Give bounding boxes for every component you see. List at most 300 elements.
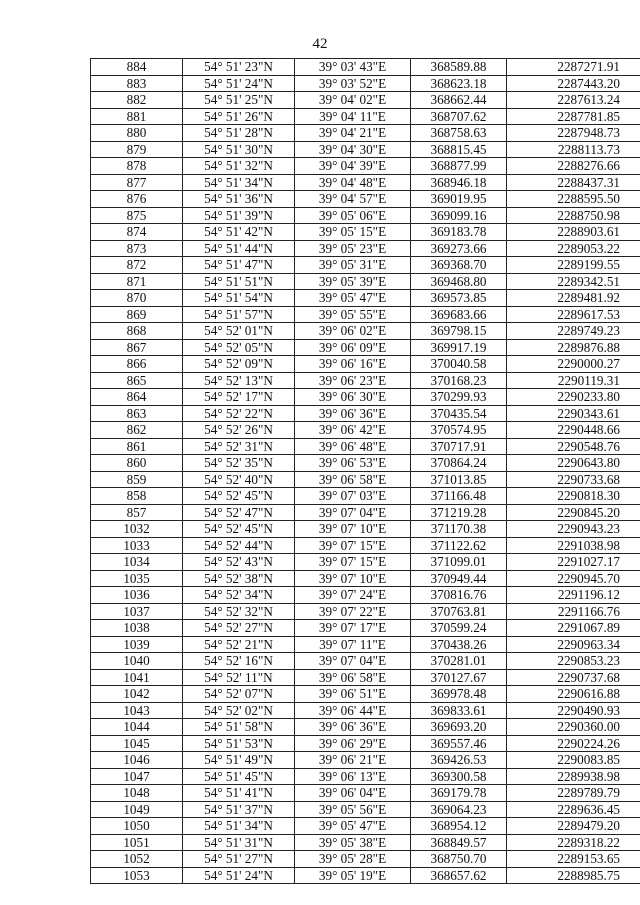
point-number-cell: 879 [91, 141, 183, 158]
y-coordinate-cell: 2287271.91 [507, 59, 640, 76]
point-number-cell: 1045 [91, 735, 183, 752]
x-coordinate-cell: 369099.16 [411, 207, 507, 224]
point-number-cell: 874 [91, 224, 183, 241]
longitude-cell: 39° 05' 55"E [295, 306, 411, 323]
latitude-cell: 54° 51' 51"N [183, 273, 295, 290]
x-coordinate-cell: 368707.62 [411, 108, 507, 125]
coordinates-table [90, 58, 640, 884]
x-coordinate-cell: 369557.46 [411, 735, 507, 752]
y-coordinate-cell: 2289876.88 [507, 339, 640, 356]
point-number-cell: 1041 [91, 669, 183, 686]
y-coordinate-cell: 2289481.92 [507, 290, 640, 307]
longitude-cell: 39° 07' 10"E [295, 521, 411, 538]
longitude-cell: 39° 06' 36"E [295, 405, 411, 422]
latitude-cell: 54° 52' 21"N [183, 636, 295, 653]
longitude-cell: 39° 06' 44"E [295, 702, 411, 719]
latitude-cell: 54° 52' 17"N [183, 389, 295, 406]
longitude-cell: 39° 05' 39"E [295, 273, 411, 290]
y-coordinate-cell: 2290616.88 [507, 686, 640, 703]
table-row [91, 273, 640, 290]
longitude-cell: 39° 04' 39"E [295, 158, 411, 175]
longitude-cell: 39° 06' 21"E [295, 752, 411, 769]
x-coordinate-cell: 368623.18 [411, 75, 507, 92]
x-coordinate-cell: 368877.99 [411, 158, 507, 175]
table-row [91, 290, 640, 307]
latitude-cell: 54° 52' 22"N [183, 405, 295, 422]
y-coordinate-cell: 2289938.98 [507, 768, 640, 785]
latitude-cell: 54° 51' 30"N [183, 141, 295, 158]
point-number-cell: 867 [91, 339, 183, 356]
point-number-cell: 860 [91, 455, 183, 472]
point-number-cell: 880 [91, 125, 183, 142]
table-row [91, 455, 640, 472]
table-row [91, 735, 640, 752]
longitude-cell: 39° 04' 48"E [295, 174, 411, 191]
latitude-cell: 54° 51' 28"N [183, 125, 295, 142]
point-number-cell: 868 [91, 323, 183, 340]
y-coordinate-cell: 2290360.00 [507, 719, 640, 736]
point-number-cell: 858 [91, 488, 183, 505]
table-row [91, 653, 640, 670]
point-number-cell: 1050 [91, 818, 183, 835]
table-row [91, 504, 640, 521]
table-row [91, 768, 640, 785]
latitude-cell: 54° 51' 47"N [183, 257, 295, 274]
point-number-cell: 869 [91, 306, 183, 323]
latitude-cell: 54° 52' 26"N [183, 422, 295, 439]
x-coordinate-cell: 371170.38 [411, 521, 507, 538]
x-coordinate-cell: 369368.70 [411, 257, 507, 274]
table-row [91, 405, 640, 422]
x-coordinate-cell: 368849.57 [411, 834, 507, 851]
table-row [91, 603, 640, 620]
point-number-cell: 1042 [91, 686, 183, 703]
y-coordinate-cell: 2291166.76 [507, 603, 640, 620]
table-row [91, 191, 640, 208]
x-coordinate-cell: 369693.20 [411, 719, 507, 736]
x-coordinate-cell: 368750.70 [411, 851, 507, 868]
x-coordinate-cell: 368946.18 [411, 174, 507, 191]
table-row [91, 323, 640, 340]
x-coordinate-cell: 369833.61 [411, 702, 507, 719]
table-row [91, 867, 640, 884]
point-number-cell: 884 [91, 59, 183, 76]
latitude-cell: 54° 51' 54"N [183, 290, 295, 307]
point-number-cell: 864 [91, 389, 183, 406]
x-coordinate-cell: 369468.80 [411, 273, 507, 290]
table-row [91, 554, 640, 571]
longitude-cell: 39° 07' 15"E [295, 537, 411, 554]
longitude-cell: 39° 06' 51"E [295, 686, 411, 703]
x-coordinate-cell: 370281.01 [411, 653, 507, 670]
x-coordinate-cell: 370574.95 [411, 422, 507, 439]
x-coordinate-cell: 369019.95 [411, 191, 507, 208]
table-row [91, 834, 640, 851]
y-coordinate-cell: 2290963.34 [507, 636, 640, 653]
latitude-cell: 54° 51' 26"N [183, 108, 295, 125]
x-coordinate-cell: 370127.67 [411, 669, 507, 686]
x-coordinate-cell: 370168.23 [411, 372, 507, 389]
y-coordinate-cell: 2290224.26 [507, 735, 640, 752]
table-row [91, 801, 640, 818]
point-number-cell: 1052 [91, 851, 183, 868]
x-coordinate-cell: 371122.62 [411, 537, 507, 554]
y-coordinate-cell: 2288113.73 [507, 141, 640, 158]
longitude-cell: 39° 06' 16"E [295, 356, 411, 373]
latitude-cell: 54° 52' 07"N [183, 686, 295, 703]
latitude-cell: 54° 51' 24"N [183, 867, 295, 884]
latitude-cell: 54° 51' 27"N [183, 851, 295, 868]
x-coordinate-cell: 370864.24 [411, 455, 507, 472]
latitude-cell: 54° 52' 43"N [183, 554, 295, 571]
longitude-cell: 39° 07' 03"E [295, 488, 411, 505]
y-coordinate-cell: 2289636.45 [507, 801, 640, 818]
longitude-cell: 39° 05' 15"E [295, 224, 411, 241]
y-coordinate-cell: 2289153.65 [507, 851, 640, 868]
x-coordinate-cell: 370949.44 [411, 570, 507, 587]
y-coordinate-cell: 2289749.23 [507, 323, 640, 340]
table-row [91, 851, 640, 868]
latitude-cell: 54° 52' 11"N [183, 669, 295, 686]
longitude-cell: 39° 05' 28"E [295, 851, 411, 868]
latitude-cell: 54° 52' 38"N [183, 570, 295, 587]
point-number-cell: 878 [91, 158, 183, 175]
latitude-cell: 54° 52' 34"N [183, 587, 295, 604]
y-coordinate-cell: 2290119.31 [507, 372, 640, 389]
y-coordinate-cell: 2290643.80 [507, 455, 640, 472]
point-number-cell: 1038 [91, 620, 183, 637]
table-row [91, 785, 640, 802]
longitude-cell: 39° 07' 17"E [295, 620, 411, 637]
latitude-cell: 54° 51' 32"N [183, 158, 295, 175]
latitude-cell: 54° 51' 49"N [183, 752, 295, 769]
y-coordinate-cell: 2289789.79 [507, 785, 640, 802]
point-number-cell: 1046 [91, 752, 183, 769]
table-row [91, 719, 640, 736]
longitude-cell: 39° 07' 22"E [295, 603, 411, 620]
point-number-cell: 865 [91, 372, 183, 389]
latitude-cell: 54° 52' 40"N [183, 471, 295, 488]
x-coordinate-cell: 368657.62 [411, 867, 507, 884]
longitude-cell: 39° 03' 43"E [295, 59, 411, 76]
y-coordinate-cell: 2290945.70 [507, 570, 640, 587]
point-number-cell: 1047 [91, 768, 183, 785]
longitude-cell: 39° 04' 57"E [295, 191, 411, 208]
point-number-cell: 1049 [91, 801, 183, 818]
point-number-cell: 861 [91, 438, 183, 455]
x-coordinate-cell: 369179.78 [411, 785, 507, 802]
y-coordinate-cell: 2288750.98 [507, 207, 640, 224]
page-number: 42 [312, 36, 328, 52]
table-row [91, 207, 640, 224]
y-coordinate-cell: 2290083.85 [507, 752, 640, 769]
table-row [91, 339, 640, 356]
table-row [91, 356, 640, 373]
y-coordinate-cell: 2290943.23 [507, 521, 640, 538]
point-number-cell: 871 [91, 273, 183, 290]
table-row [91, 570, 640, 587]
longitude-cell: 39° 06' 58"E [295, 471, 411, 488]
latitude-cell: 54° 51' 36"N [183, 191, 295, 208]
point-number-cell: 875 [91, 207, 183, 224]
table-row [91, 174, 640, 191]
latitude-cell: 54° 52' 05"N [183, 339, 295, 356]
x-coordinate-cell: 368662.44 [411, 92, 507, 109]
table-row [91, 257, 640, 274]
table-row [91, 141, 640, 158]
point-number-cell: 866 [91, 356, 183, 373]
longitude-cell: 39° 06' 58"E [295, 669, 411, 686]
table-row [91, 125, 640, 142]
point-number-cell: 1043 [91, 702, 183, 719]
latitude-cell: 54° 51' 24"N [183, 75, 295, 92]
table-row [91, 422, 640, 439]
table-row [91, 389, 640, 406]
table-row [91, 587, 640, 604]
y-coordinate-cell: 2289199.55 [507, 257, 640, 274]
y-coordinate-cell: 2290733.68 [507, 471, 640, 488]
y-coordinate-cell: 2288985.75 [507, 867, 640, 884]
x-coordinate-cell: 368758.63 [411, 125, 507, 142]
longitude-cell: 39° 04' 21"E [295, 125, 411, 142]
y-coordinate-cell: 2288276.66 [507, 158, 640, 175]
point-number-cell: 1034 [91, 554, 183, 571]
y-coordinate-cell: 2289342.51 [507, 273, 640, 290]
table-row [91, 521, 640, 538]
longitude-cell: 39° 04' 11"E [295, 108, 411, 125]
x-coordinate-cell: 371219.28 [411, 504, 507, 521]
y-coordinate-cell: 2288903.61 [507, 224, 640, 241]
latitude-cell: 54° 51' 44"N [183, 240, 295, 257]
x-coordinate-cell: 369300.58 [411, 768, 507, 785]
latitude-cell: 54° 51' 25"N [183, 92, 295, 109]
table-row [91, 818, 640, 835]
point-number-cell: 870 [91, 290, 183, 307]
x-coordinate-cell: 369064.23 [411, 801, 507, 818]
x-coordinate-cell: 369978.48 [411, 686, 507, 703]
latitude-cell: 54° 52' 09"N [183, 356, 295, 373]
longitude-cell: 39° 07' 11"E [295, 636, 411, 653]
x-coordinate-cell: 371013.85 [411, 471, 507, 488]
longitude-cell: 39° 05' 38"E [295, 834, 411, 851]
longitude-cell: 39° 05' 31"E [295, 257, 411, 274]
longitude-cell: 39° 06' 42"E [295, 422, 411, 439]
x-coordinate-cell: 370717.91 [411, 438, 507, 455]
longitude-cell: 39° 05' 47"E [295, 818, 411, 835]
longitude-cell: 39° 05' 19"E [295, 867, 411, 884]
y-coordinate-cell: 2290548.76 [507, 438, 640, 455]
table-row [91, 372, 640, 389]
point-number-cell: 881 [91, 108, 183, 125]
point-number-cell: 1048 [91, 785, 183, 802]
point-number-cell: 882 [91, 92, 183, 109]
table-row [91, 240, 640, 257]
x-coordinate-cell: 371099.01 [411, 554, 507, 571]
x-coordinate-cell: 369426.53 [411, 752, 507, 769]
table-row [91, 158, 640, 175]
y-coordinate-cell: 2289617.53 [507, 306, 640, 323]
latitude-cell: 54° 52' 45"N [183, 488, 295, 505]
x-coordinate-cell: 368954.12 [411, 818, 507, 835]
y-coordinate-cell: 2287613.24 [507, 92, 640, 109]
x-coordinate-cell: 370816.76 [411, 587, 507, 604]
y-coordinate-cell: 2287781.85 [507, 108, 640, 125]
table-row [91, 669, 640, 686]
y-coordinate-cell: 2288595.50 [507, 191, 640, 208]
y-coordinate-cell: 2290448.66 [507, 422, 640, 439]
point-number-cell: 883 [91, 75, 183, 92]
y-coordinate-cell: 2291196.12 [507, 587, 640, 604]
x-coordinate-cell: 371166.48 [411, 488, 507, 505]
longitude-cell: 39° 06' 13"E [295, 768, 411, 785]
y-coordinate-cell: 2288437.31 [507, 174, 640, 191]
longitude-cell: 39° 06' 29"E [295, 735, 411, 752]
point-number-cell: 1051 [91, 834, 183, 851]
point-number-cell: 873 [91, 240, 183, 257]
x-coordinate-cell: 369798.15 [411, 323, 507, 340]
x-coordinate-cell: 370435.54 [411, 405, 507, 422]
table-row [91, 686, 640, 703]
table-row [91, 537, 640, 554]
x-coordinate-cell: 368815.45 [411, 141, 507, 158]
point-number-cell: 1033 [91, 537, 183, 554]
latitude-cell: 54° 51' 42"N [183, 224, 295, 241]
longitude-cell: 39° 06' 36"E [295, 719, 411, 736]
table-row [91, 59, 640, 76]
point-number-cell: 872 [91, 257, 183, 274]
longitude-cell: 39° 06' 48"E [295, 438, 411, 455]
longitude-cell: 39° 07' 10"E [295, 570, 411, 587]
longitude-cell: 39° 07' 04"E [295, 504, 411, 521]
latitude-cell: 54° 52' 27"N [183, 620, 295, 637]
table-row [91, 752, 640, 769]
latitude-cell: 54° 52' 31"N [183, 438, 295, 455]
longitude-cell: 39° 06' 04"E [295, 785, 411, 802]
point-number-cell: 876 [91, 191, 183, 208]
longitude-cell: 39° 03' 52"E [295, 75, 411, 92]
latitude-cell: 54° 51' 53"N [183, 735, 295, 752]
table-row [91, 224, 640, 241]
longitude-cell: 39° 05' 06"E [295, 207, 411, 224]
table-row [91, 75, 640, 92]
latitude-cell: 54° 51' 23"N [183, 59, 295, 76]
point-number-cell: 857 [91, 504, 183, 521]
latitude-cell: 54° 52' 47"N [183, 504, 295, 521]
point-number-cell: 1036 [91, 587, 183, 604]
table-row [91, 702, 640, 719]
table-row [91, 438, 640, 455]
x-coordinate-cell: 370438.26 [411, 636, 507, 653]
latitude-cell: 54° 51' 41"N [183, 785, 295, 802]
latitude-cell: 54° 51' 34"N [183, 174, 295, 191]
point-number-cell: 859 [91, 471, 183, 488]
latitude-cell: 54° 52' 13"N [183, 372, 295, 389]
table-row [91, 92, 640, 109]
longitude-cell: 39° 07' 15"E [295, 554, 411, 571]
latitude-cell: 54° 51' 39"N [183, 207, 295, 224]
table-row [91, 306, 640, 323]
point-number-cell: 1040 [91, 653, 183, 670]
table-row [91, 471, 640, 488]
y-coordinate-cell: 2290490.93 [507, 702, 640, 719]
longitude-cell: 39° 06' 23"E [295, 372, 411, 389]
x-coordinate-cell: 369573.85 [411, 290, 507, 307]
point-number-cell: 1032 [91, 521, 183, 538]
latitude-cell: 54° 51' 45"N [183, 768, 295, 785]
latitude-cell: 54° 51' 34"N [183, 818, 295, 835]
table-body [91, 59, 640, 884]
table-row [91, 108, 640, 125]
y-coordinate-cell: 2290845.20 [507, 504, 640, 521]
x-coordinate-cell: 369683.66 [411, 306, 507, 323]
latitude-cell: 54° 52' 35"N [183, 455, 295, 472]
table-row [91, 636, 640, 653]
y-coordinate-cell: 2291067.89 [507, 620, 640, 637]
y-coordinate-cell: 2290343.61 [507, 405, 640, 422]
x-coordinate-cell: 370040.58 [411, 356, 507, 373]
table-row [91, 488, 640, 505]
latitude-cell: 54° 52' 44"N [183, 537, 295, 554]
y-coordinate-cell: 2290853.23 [507, 653, 640, 670]
point-number-cell: 1044 [91, 719, 183, 736]
y-coordinate-cell: 2291027.17 [507, 554, 640, 571]
y-coordinate-cell: 2290818.30 [507, 488, 640, 505]
point-number-cell: 1039 [91, 636, 183, 653]
point-number-cell: 1053 [91, 867, 183, 884]
latitude-cell: 54° 51' 37"N [183, 801, 295, 818]
y-coordinate-cell: 2287948.73 [507, 125, 640, 142]
latitude-cell: 54° 51' 57"N [183, 306, 295, 323]
longitude-cell: 39° 06' 02"E [295, 323, 411, 340]
latitude-cell: 54° 51' 31"N [183, 834, 295, 851]
y-coordinate-cell: 2289318.22 [507, 834, 640, 851]
point-number-cell: 1037 [91, 603, 183, 620]
y-coordinate-cell: 2290737.68 [507, 669, 640, 686]
table-row [91, 620, 640, 637]
x-coordinate-cell: 369273.66 [411, 240, 507, 257]
point-number-cell: 863 [91, 405, 183, 422]
longitude-cell: 39° 07' 04"E [295, 653, 411, 670]
longitude-cell: 39° 05' 23"E [295, 240, 411, 257]
y-coordinate-cell: 2290233.80 [507, 389, 640, 406]
point-number-cell: 1035 [91, 570, 183, 587]
y-coordinate-cell: 2289479.20 [507, 818, 640, 835]
latitude-cell: 54° 51' 58"N [183, 719, 295, 736]
longitude-cell: 39° 06' 30"E [295, 389, 411, 406]
x-coordinate-cell: 368589.88 [411, 59, 507, 76]
y-coordinate-cell: 2287443.20 [507, 75, 640, 92]
longitude-cell: 39° 07' 24"E [295, 587, 411, 604]
latitude-cell: 54° 52' 02"N [183, 702, 295, 719]
x-coordinate-cell: 370763.81 [411, 603, 507, 620]
longitude-cell: 39° 06' 53"E [295, 455, 411, 472]
longitude-cell: 39° 04' 02"E [295, 92, 411, 109]
x-coordinate-cell: 370599.24 [411, 620, 507, 637]
longitude-cell: 39° 05' 47"E [295, 290, 411, 307]
latitude-cell: 54° 52' 32"N [183, 603, 295, 620]
latitude-cell: 54° 52' 45"N [183, 521, 295, 538]
longitude-cell: 39° 05' 56"E [295, 801, 411, 818]
x-coordinate-cell: 369917.19 [411, 339, 507, 356]
latitude-cell: 54° 52' 16"N [183, 653, 295, 670]
y-coordinate-cell: 2290000.27 [507, 356, 640, 373]
latitude-cell: 54° 52' 01"N [183, 323, 295, 340]
x-coordinate-cell: 370299.93 [411, 389, 507, 406]
longitude-cell: 39° 06' 09"E [295, 339, 411, 356]
point-number-cell: 877 [91, 174, 183, 191]
point-number-cell: 862 [91, 422, 183, 439]
x-coordinate-cell: 369183.78 [411, 224, 507, 241]
